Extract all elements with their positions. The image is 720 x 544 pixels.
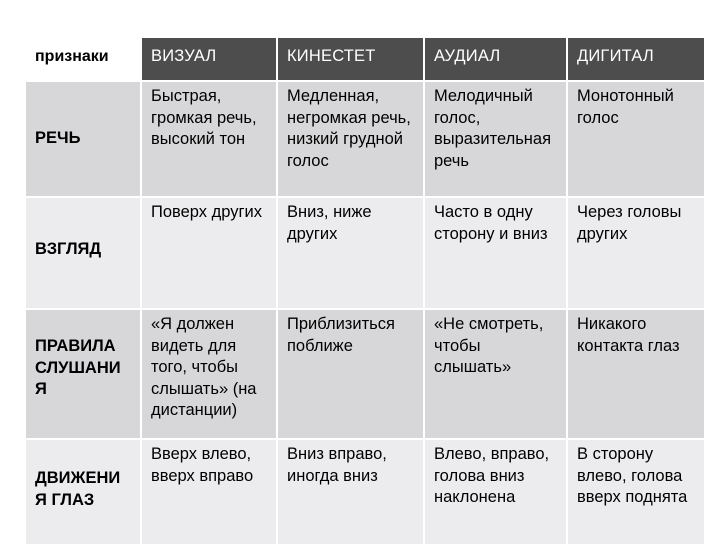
table-cell: Приблизиться поближе [277, 309, 424, 439]
table-cell: Через головы других [567, 197, 704, 309]
table-cell: Быстрая, громкая речь, высокий тон [141, 81, 277, 197]
table-cell: Монотонный голос [567, 81, 704, 197]
table-row [26, 439, 704, 544]
table-row [26, 309, 704, 439]
table-cell: Влево, вправо, голова вниз наклонена [424, 439, 567, 544]
table-cell: «Я должен видеть для того, чтобы слышать» (на дистанции) [141, 309, 277, 439]
header-row [26, 38, 704, 81]
header-audial: АУДИАЛ [424, 38, 567, 81]
table-cell: В сторону влево, голова вверх поднята [567, 439, 704, 544]
row-label: ПРАВИЛА СЛУШАНИ Я [26, 309, 141, 439]
table-row [26, 197, 704, 309]
row-label: ДВИЖЕНИ Я ГЛАЗ [26, 439, 141, 544]
table-cell: Вниз, ниже других [277, 197, 424, 309]
table-cell: Часто в одну сторону и вниз [424, 197, 567, 309]
table-cell: Никакого контакта глаз [567, 309, 704, 439]
table-row [26, 81, 704, 197]
row-label: РЕЧЬ [26, 81, 141, 197]
header-vizual: ВИЗУАЛ [141, 38, 277, 81]
table-cell: Поверх других [141, 197, 277, 309]
table-cell: Вверх влево, вверх вправо [141, 439, 277, 544]
header-corner: признаки [26, 38, 141, 81]
table-cell: Вниз вправо, иногда вниз [277, 439, 424, 544]
header-kinestet: КИНЕСТЕТ [277, 38, 424, 81]
header-digital: ДИГИТАЛ [567, 38, 704, 81]
table-cell: Медленная, негромкая речь, низкий грудной голос [277, 81, 424, 197]
row-label: ВЗГЛЯД [26, 197, 141, 309]
table-cell: «Не смотреть, чтобы слышать» [424, 309, 567, 439]
table-cell: Мелодичный голос, выразительная речь [424, 81, 567, 197]
comparison-table [26, 38, 704, 544]
